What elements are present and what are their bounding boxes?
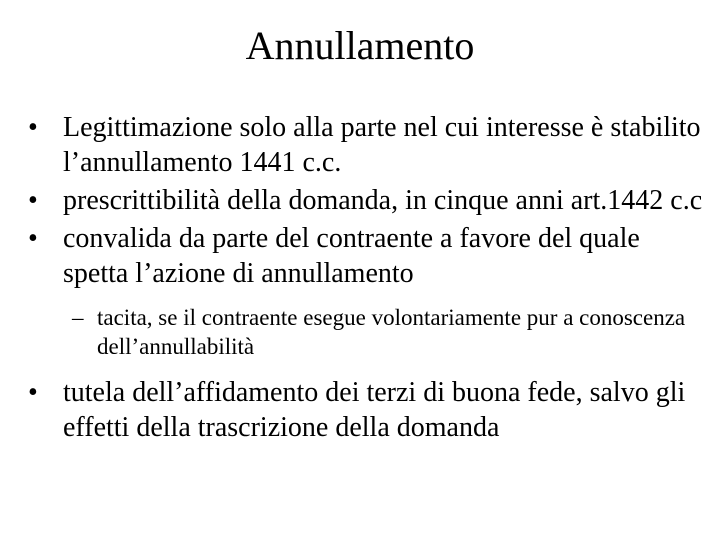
- sub-bullet-tacita: [0, 303, 697, 361]
- bullet-item-convalida: [0, 221, 703, 291]
- bullet-text: prescrittibilità della domanda, in cinque anni art.1442 c.c: [63, 185, 703, 216]
- bullet-marker: •: [28, 223, 38, 254]
- bullet-marker: •: [28, 377, 38, 408]
- bullet-marker: •: [28, 112, 38, 143]
- bullet-text: tutela dell’affidamento dei terzi di buona fede, salvo gli effetti della trascrizione della domanda: [63, 377, 686, 443]
- bullet-text: Legittimazione solo alla parte nel cui interesse è stabilito l’annullamento 1441 c.c.: [63, 112, 701, 178]
- bullet-list: [0, 110, 720, 448]
- bullet-item-prescrittibilita: [0, 183, 703, 218]
- bullet-item-tutela: [0, 375, 703, 445]
- bullet-item-legittimazione: [0, 110, 703, 180]
- bullet-marker: •: [28, 185, 38, 216]
- dash-marker: –: [72, 305, 84, 330]
- bullet-text: convalida da parte del contraente a favore del quale spetta l’azione di annullamento: [63, 223, 640, 289]
- slide-title: Annullamento: [245, 23, 475, 68]
- sub-bullet-text: tacita, se il contraente esegue volontariamente pur a conoscenza dell’annullabilità: [97, 305, 686, 359]
